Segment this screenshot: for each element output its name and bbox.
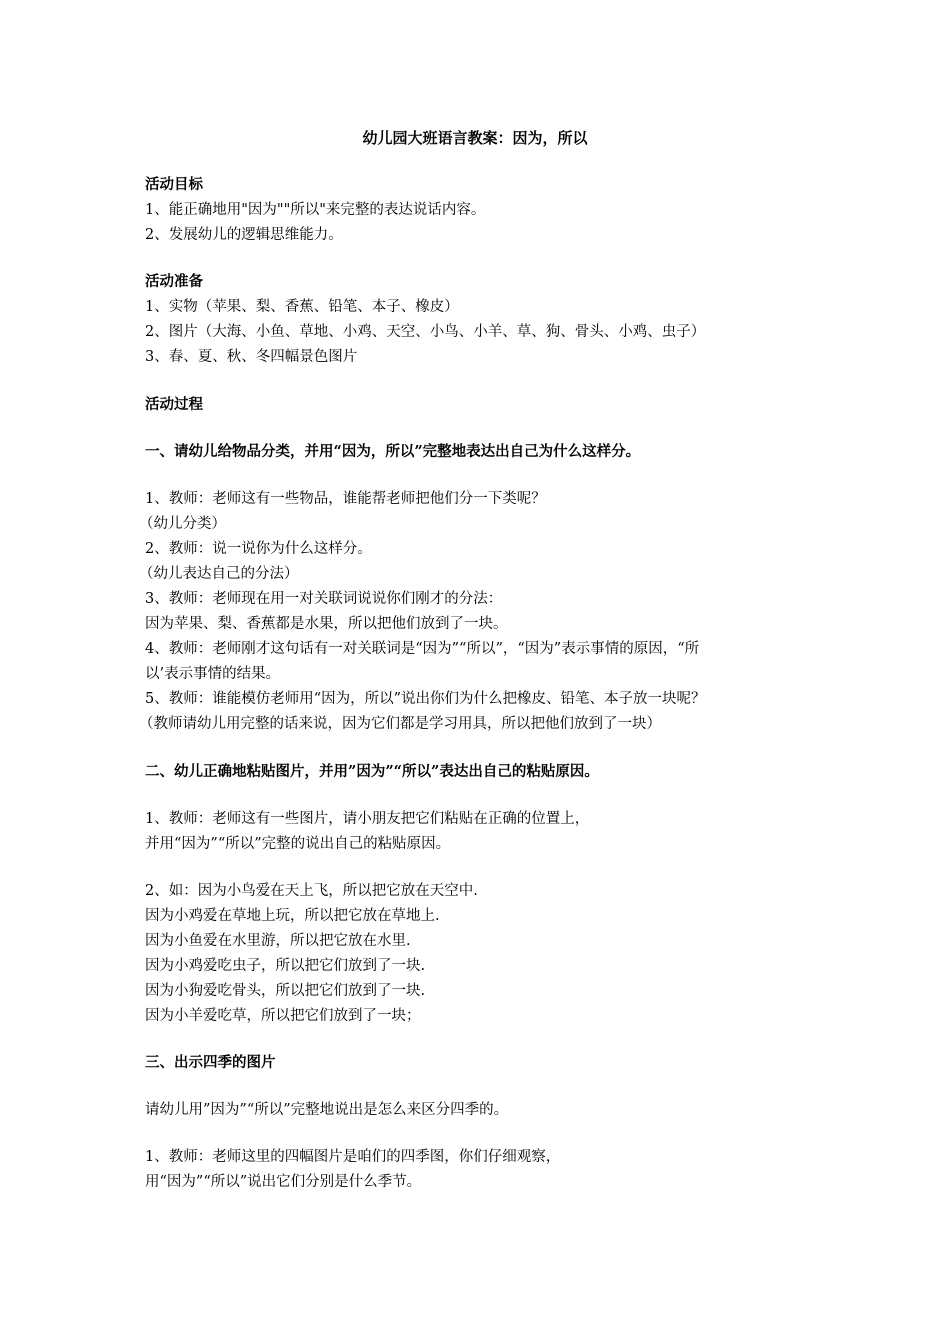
section1-line-9: 5、教师：谁能模仿老师用“因为，所以”说出你们为什么把橡皮、铅笔、本子放一块呢？ xyxy=(145,691,706,707)
section3-line-1: 1、教师：老师这里的四幅图片是咱们的四季图，你们仔细观察， xyxy=(145,1149,561,1165)
section1-line-1: 1、教师：老师这有一些物品，谁能帮老师把他们分一下类呢？ xyxy=(145,491,546,507)
section1-heading: 一、请幼儿给物品分类，并用“因为，所以”完整地表达出自己为什么这样分。 xyxy=(145,443,641,460)
section1-line-6: 因为苹果、梨、香蕉都是水果，所以把他们放到了一块。 xyxy=(145,616,508,632)
process-heading: 活动过程 xyxy=(145,396,203,413)
section2-line-2: 并用“因为”“所以”完整的说出自己的粘贴原因。 xyxy=(145,836,451,852)
goals-line-1: 1、能正确地用"因为""所以"来完整的表达说话内容。 xyxy=(145,202,486,218)
section1-line-2: （幼儿分类） xyxy=(139,516,226,532)
section2-line-6: 因为小鸡爱吃虫子，所以把它们放到了一块. xyxy=(145,958,426,974)
section1-line-3: 2、教师：说一说你为什么这样分。 xyxy=(145,541,372,557)
section1-line-5: 3、教师：老师现在用一对关联词说说你们刚才的分法： xyxy=(145,591,503,607)
section1-line-7: 4、教师：老师刚才这句话有一对关联词是“因为”“所以”，“因为”表示事情的原因，“所 xyxy=(145,641,700,657)
section1-line-4: （幼儿表达自己的分法） xyxy=(139,566,299,582)
section2-line-1: 1、教师：老师这有一些图片，请小朋友把它们粘贴在正确的位置上， xyxy=(145,811,590,827)
section1-line-10: （教师请幼儿用完整的话来说，因为它们都是学习用具，所以把他们放到了一块） xyxy=(139,716,661,732)
section3-line-2: 用“因为”“所以”说出它们分别是什么季节。 xyxy=(145,1174,422,1190)
section2-heading: 二、幼儿正确地粘贴图片，并用”因为”“所以”表达出自己的粘贴原因。 xyxy=(145,763,599,780)
document-title: 幼儿园大班语言教案：因为，所以 xyxy=(362,129,588,147)
prep-heading: 活动准备 xyxy=(145,273,203,290)
section2-line-7: 因为小狗爱吃骨头，所以把它们放到了一块. xyxy=(145,983,426,999)
section2-line-5: 因为小鱼爱在水里游，所以把它放在水里. xyxy=(145,933,411,949)
section1-line-8: 以’表示事情的结果。 xyxy=(145,666,281,682)
section2-line-8: 因为小羊爱吃草，所以把它们放到了一块； xyxy=(145,1008,421,1024)
section2-line-3: 2、如：因为小鸟爱在天上飞，所以把它放在天空中. xyxy=(145,883,478,899)
goals-line-2: 2、发展幼儿的逻辑思维能力。 xyxy=(145,227,343,243)
section3-heading: 三、出示四季的图片 xyxy=(145,1054,276,1071)
section2-line-4: 因为小鸡爱在草地上玩，所以把它放在草地上. xyxy=(145,908,440,924)
prep-line-3: 3、春、夏、秋、冬四幅景色图片 xyxy=(145,349,358,365)
prep-line-2: 2、图片（大海、小鱼、草地、小鸡、天空、小鸟、小羊、草、狗、骨头、小鸡、虫子） xyxy=(145,324,706,340)
section3-intro: 请幼儿用”因为”“所以”完整地说出是怎么来区分四季的。 xyxy=(145,1102,509,1118)
goals-heading: 活动目标 xyxy=(145,176,203,193)
prep-line-1: 1、实物（苹果、梨、香蕉、铅笔、本子、橡皮） xyxy=(145,299,459,315)
